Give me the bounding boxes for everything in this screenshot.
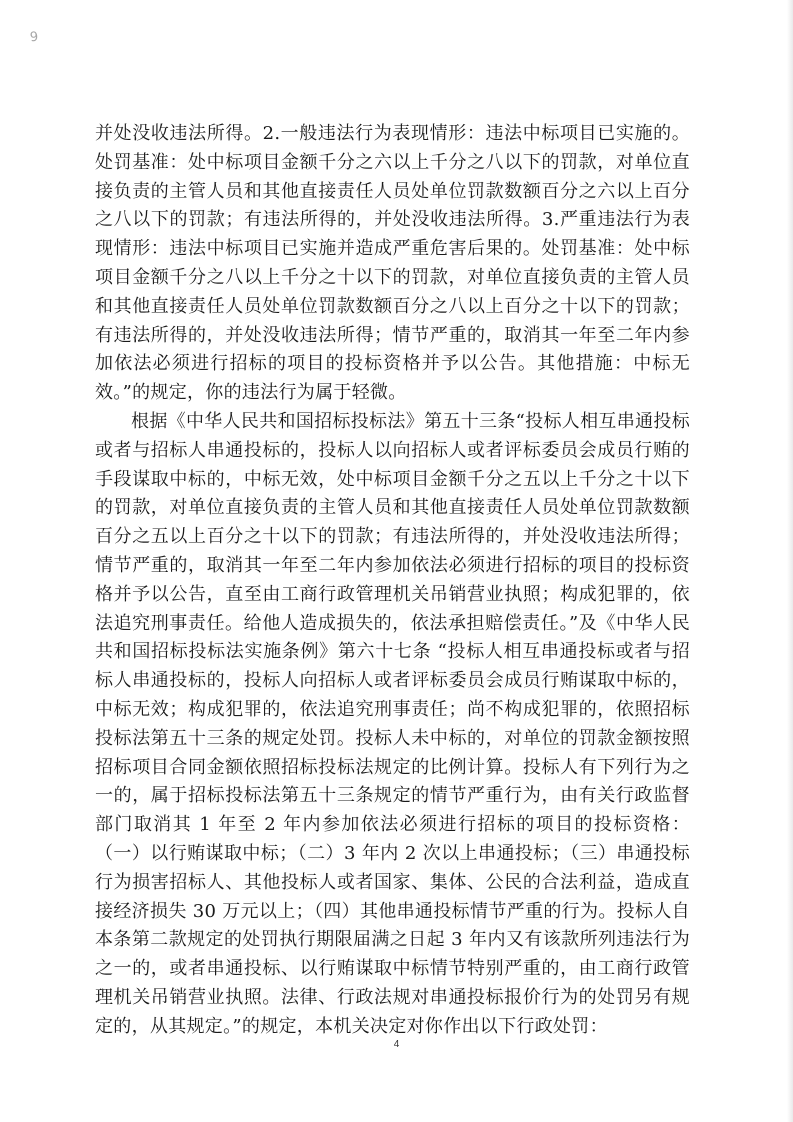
paragraph-continuation: 并处没收违法所得。2.一般违法行为表现情形：违法中标项目已实施的。处罚基准：处中标项目金额千分之六以上千分之八以下的罚款，对单位直接负责的主管人员和其他直接责任人员处单位罚款数额百分之六以上百分之八以下的罚款；有违法所得的，并处没收违法所得。3.严重违法行为表现情形：违法中标项目已实施并造成严重危害后果的。处罚基准：处中标项目金额千分之八以上千分之十以下的罚款，对单位直接负责的主管人员和其他直接责任人员处单位罚款数额百分之八以上百分之十以下的罚款；有违法所得的，并处没收违法所得；情节严重的，取消其一年至二年内参加依法必须进行招标的项目的投标资格并予以公告。其他措施：中标无效。”的规定，你的违法行为属于轻微。	[95, 123, 690, 404]
paragraph-legal-basis: 根据《中华人民共和国招标投标法》第五十三条“投标人相互串通投标或者与招标人串通投标的，投标人以向招标人或者评标委员会成员行贿的手段谋取中标的，中标无效，处中标项目金额千分之五以上千分之十以下的罚款，对单位直接负责的主管人员和其他直接责任人员处单位罚款数额百分之五以上百分之十以下的罚款；有违法所得的，并处没收违法所得；情节严重的，取消其一年至二年内参加依法必须进行招标的项目的投标资格并予以公告，直至由工商行政管理机关吊销营业执照；构成犯罪的，依法追究刑事责任。给他人造成损失的，依法承担赔偿责任。”及《中华人民共和国招标投标法实施条例》第六十七条 “投标人相互串通投标或者与招标人串通投标的，投标人向招标人或者评标委员会成员行贿谋取中标的，中标无效；构成犯罪的，依法追究刑事责任；尚不构成犯罪的，依照招标投标法第五十三条的规定处罚。投标人未中标的，对单位的罚款金额按照招标项目合同金额依照招标投标法规定的比例计算。投标人有下列行为之一的，属于招标投标法第五十三条规定的情节严重行为，由有关行政监督部门取消其 1 年至 2 年内参加依法必须进行招标的项目的投标资格：（一）以行贿谋取中标；（二）3 年内 2 次以上串通投标；（三）串通投标行为损害招标人、其他投标人或者国家、集体、公民的合法利益，造成直接经济损失 30 万元以上；（四）其他串通投标情节严重的行为。投标人自本条第二款规定的处罚执行期限届满之日起 3 年内又有该款所列违法行为之一的，或者串通投标、以行贿谋取中标情节特别严重的，由工商行政管理机关吊销营业执照。法律、行政法规对串通投标报价行为的处罚另有规定的，从其规定。”的规定，本机关决定对你作出以下行政处罚：	[95, 410, 690, 1037]
page-number: 4	[393, 1039, 400, 1050]
document-body	[95, 120, 690, 1042]
scan-edge-shadow	[787, 0, 793, 1122]
handwritten-page-mark: 9	[29, 29, 40, 46]
